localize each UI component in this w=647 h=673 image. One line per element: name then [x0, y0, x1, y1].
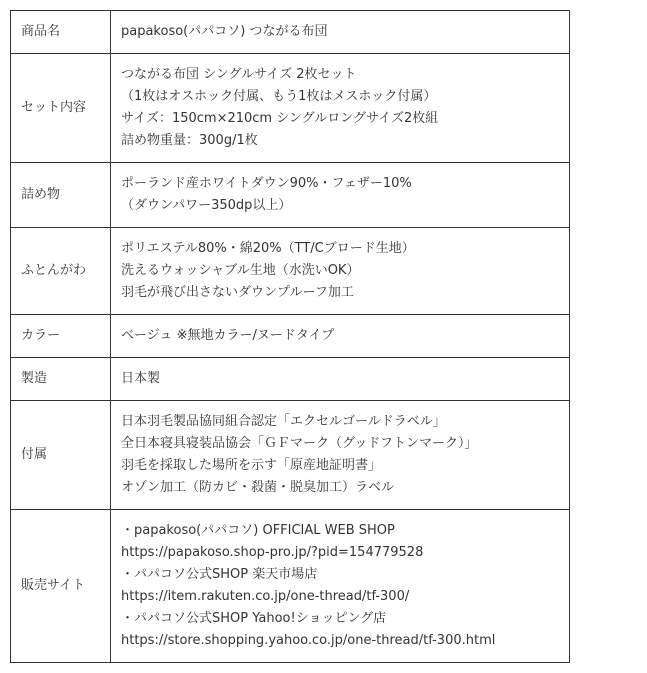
- spec-value: [111, 358, 570, 401]
- spec-row: [11, 315, 570, 358]
- spec-value-line: 詰め物重量：300g/1枚: [121, 133, 258, 148]
- spec-label: 詰め物: [11, 163, 111, 228]
- spec-value-line: 日本羽毛製品協同組合認定「エクセルゴールドラベル」: [121, 414, 446, 429]
- spec-value-line: papakoso(パパコソ) つながる布団: [121, 24, 328, 39]
- spec-value: [111, 11, 570, 54]
- spec-table-body: [11, 11, 570, 663]
- spec-value-line: 羽毛が飛び出さないダウンプルーフ加工: [121, 285, 354, 300]
- spec-value-line: https://item.rakuten.co.jp/one-thread/tf-300/: [121, 589, 410, 604]
- spec-value-line: https://papakoso.shop-pro.jp/?pid=154779528: [121, 545, 424, 560]
- spec-value-line: （ダウンパワー350dp以上）: [121, 198, 292, 213]
- spec-row: [11, 401, 570, 510]
- spec-label: セット内容: [11, 54, 111, 163]
- spec-value-line: ポーランド産ホワイトダウン90%・フェザー10%: [121, 176, 412, 191]
- spec-value-line: 全日本寝具寝装品協会「ＧＦマーク（グッドフトンマーク）」: [121, 436, 478, 451]
- spec-value-line: （1枚はオスホック付属、もう1枚はメスホック付属）: [121, 89, 437, 104]
- spec-value-line: ベージュ ※無地カラー/ヌードタイプ: [121, 328, 335, 343]
- spec-value-line: サイズ：150cm×210cm シングルロングサイズ2枚組: [121, 111, 439, 126]
- spec-value-line: ポリエステル80%・綿20%（TT/Cブロード生地）: [121, 241, 415, 256]
- spec-label: 商品名: [11, 11, 111, 54]
- spec-value-line: 洗えるウォッシャブル生地（水洗いOK）: [121, 263, 360, 278]
- product-spec-table: [10, 10, 570, 663]
- spec-value: [111, 401, 570, 510]
- spec-value-line: つながる布団 シングルサイズ 2枚セット: [121, 67, 357, 82]
- spec-row: [11, 358, 570, 401]
- spec-row: [11, 228, 570, 315]
- spec-label: 製造: [11, 358, 111, 401]
- spec-label: カラー: [11, 315, 111, 358]
- spec-value-line: オゾン加工（防カビ・殺菌・脱臭加工）ラベル: [121, 480, 395, 495]
- spec-row: [11, 163, 570, 228]
- spec-label: ふとんがわ: [11, 228, 111, 315]
- spec-value-line: ・パパコソ公式SHOP 楽天市場店: [121, 567, 318, 582]
- spec-value-line: ・papakoso(パパコソ) OFFICIAL WEB SHOP: [121, 523, 395, 538]
- spec-value-line: 日本製: [121, 371, 161, 386]
- spec-row: [11, 510, 570, 663]
- spec-value-line: 羽毛を採取した場所を示す「原産地証明書」: [121, 458, 382, 473]
- spec-value: [111, 510, 570, 663]
- spec-value: [111, 163, 570, 228]
- spec-value: [111, 54, 570, 163]
- spec-label: 付属: [11, 401, 111, 510]
- spec-value: [111, 315, 570, 358]
- spec-row: [11, 54, 570, 163]
- spec-row: [11, 11, 570, 54]
- spec-value-line: https://store.shopping.yahoo.co.jp/one-thread/tf-300.html: [121, 633, 496, 648]
- spec-value: [111, 228, 570, 315]
- spec-value-line: ・パパコソ公式SHOP Yahoo!ショッピング店: [121, 611, 387, 626]
- spec-label: 販売サイト: [11, 510, 111, 663]
